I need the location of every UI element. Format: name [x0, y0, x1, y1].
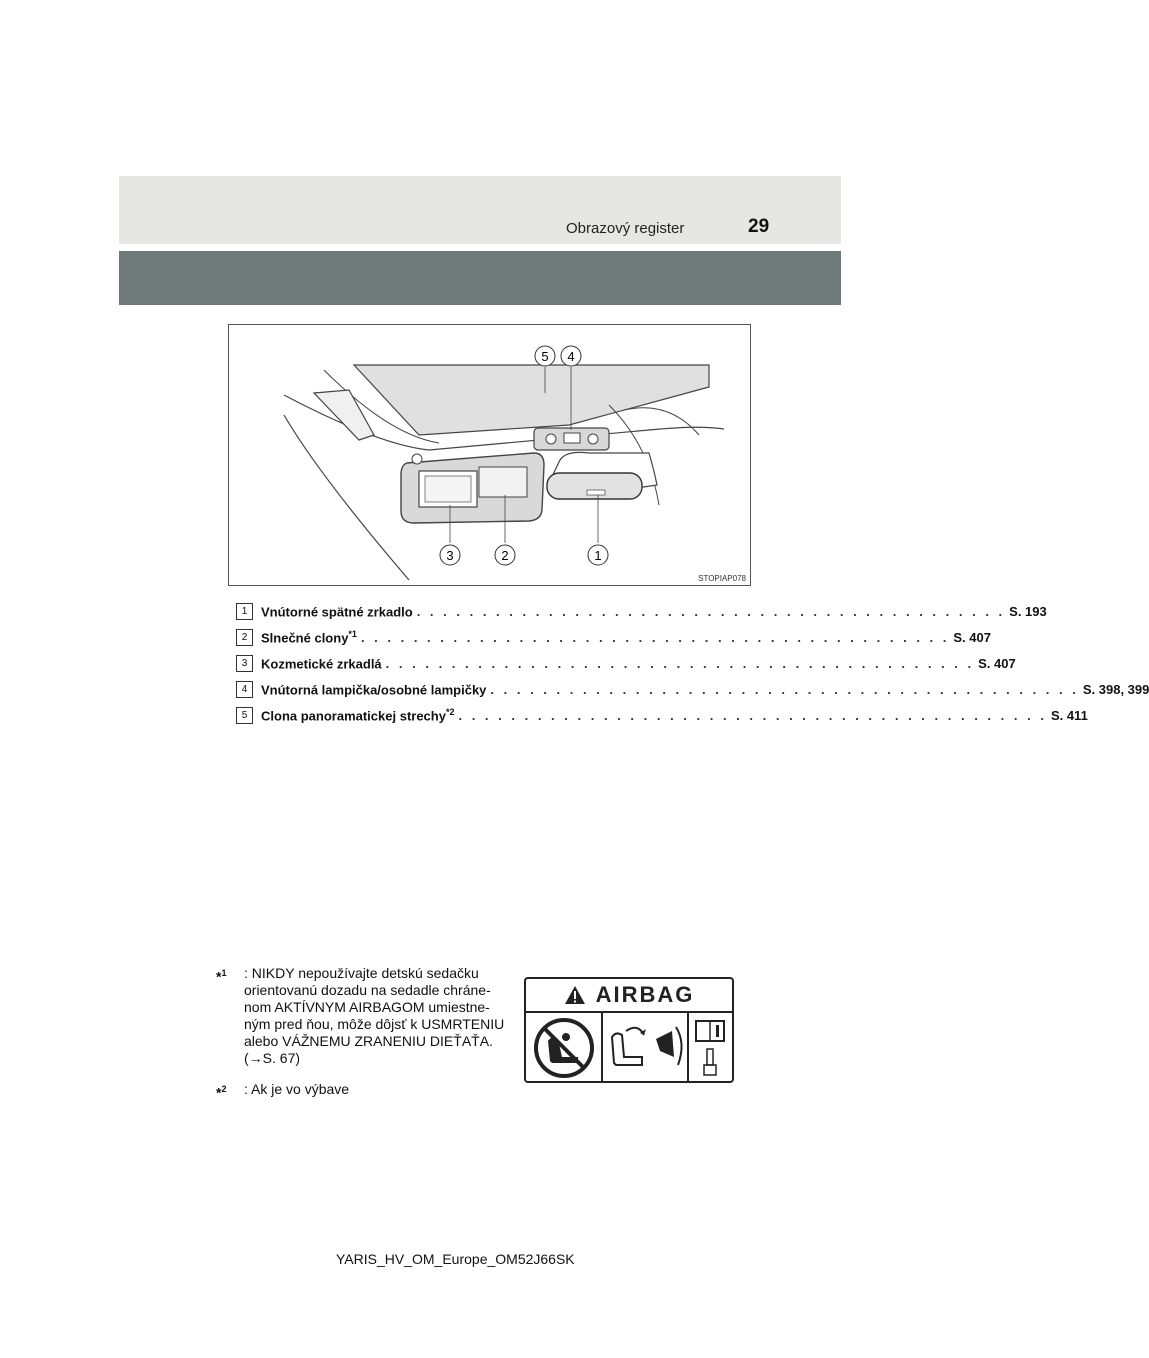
- svg-text:3: 3: [446, 548, 454, 563]
- leader-dots: . . . . . . . . . . . . . . . . . . . . . . . . . . . . . . . . . . . . . . . . . . . . .: [458, 707, 1047, 723]
- callout-number: 1: [236, 603, 253, 620]
- footnote-text: : NIKDY nepoužívajte detskú sedačku orientovanú dozadu na sedadle chráne-nom AKTÍVNYM AIRBAGOM umiestne-ným pred ňou, môže dôjsť k USMRTENIU alebo VÁŽNEMU ZRANENIU DIEŤAŤA. (→S. 67): [244, 965, 505, 1066]
- footnote-mark: *$^2$: [216, 1084, 227, 1101]
- airbag-pictograms: [526, 1013, 732, 1083]
- callout-number: 2: [236, 629, 253, 646]
- airbag-label-header: [526, 979, 732, 1011]
- section-title: Obrazový register: [566, 220, 685, 237]
- list-item: [236, 598, 1047, 624]
- leader-dots: . . . . . . . . . . . . . . . . . . . . . . . . . . . . . . . . . . . . . . . . . . . . .: [360, 629, 950, 645]
- document-code: YARIS_HV_OM_Europe_OM52J66SK: [336, 1251, 575, 1267]
- page-reference[interactable]: S. 407: [978, 655, 1016, 671]
- figure-code: STOPIAP078: [698, 574, 746, 583]
- list-item: [236, 650, 1016, 676]
- callout-list: [236, 598, 1149, 728]
- list-item: [236, 624, 991, 650]
- leader-dots: . . . . . . . . . . . . . . . . . . . . . . . . . . . . . . . . . . . . . . . . . . . . .: [416, 603, 1006, 619]
- ceiling-illustration: [229, 325, 750, 585]
- callout-label: Clona panoramatickej strechy$^{*2}$: [261, 706, 455, 724]
- callout-number: 5: [236, 707, 253, 724]
- interior-ceiling-figure: [228, 324, 751, 586]
- page-reference[interactable]: S. 193: [1009, 603, 1047, 619]
- leader-dots: . . . . . . . . . . . . . . . . . . . . . . . . . . . . . . . . . . . . . . . . . . . . .: [490, 681, 1079, 697]
- footnote-2: [216, 1081, 506, 1101]
- read-manual-icon: [696, 1021, 724, 1075]
- list-item: [236, 702, 1088, 728]
- callout-marker-5: [535, 346, 555, 366]
- callout-number: 3: [236, 655, 253, 672]
- section-tab-band: [119, 251, 841, 305]
- callout-marker-3: [440, 545, 460, 565]
- svg-text:5: 5: [541, 349, 549, 364]
- airbag-deploy-seat-icon: [612, 1027, 682, 1065]
- page-reference[interactable]: S. 407: [953, 629, 991, 645]
- callout-label: Kozmetické zrkadlá: [261, 656, 382, 672]
- callout-marker-2: [495, 545, 515, 565]
- page-reference[interactable]: S. 398, 399: [1082, 681, 1149, 697]
- list-item: [236, 676, 1149, 702]
- airbag-warning-label: [524, 977, 734, 1083]
- airbag-label-pictograms: [526, 1011, 732, 1083]
- footnote-mark: *$^1$: [216, 968, 227, 985]
- no-rear-facing-child-seat-icon: [536, 1020, 592, 1076]
- callout-marker-1: [588, 545, 608, 565]
- footnote-text: : Ak je vo výbave: [244, 1081, 350, 1097]
- callout-label: Slnečné clony$^{*1}$: [261, 628, 357, 646]
- svg-text:2: 2: [501, 548, 509, 563]
- callout-label: Vnútorné spätné zrkadlo: [261, 604, 413, 620]
- airbag-label-title: AIRBAG: [595, 982, 695, 1007]
- callout-number: 4: [236, 681, 253, 698]
- leader-dots: . . . . . . . . . . . . . . . . . . . . . . . . . . . . . . . . . . . . . . . . . . . . .: [385, 655, 975, 671]
- callout-marker-4: [561, 346, 581, 366]
- footnote-1: [216, 965, 506, 1067]
- page-number: 29: [748, 216, 770, 237]
- svg-text:4: 4: [567, 349, 575, 364]
- warning-triangle-icon: [564, 985, 586, 1005]
- callout-label: Vnútorná lampička/osobné lampičky: [261, 682, 487, 698]
- header-band: [119, 176, 841, 244]
- svg-text:1: 1: [594, 548, 602, 563]
- page-reference[interactable]: S. 411: [1050, 707, 1088, 723]
